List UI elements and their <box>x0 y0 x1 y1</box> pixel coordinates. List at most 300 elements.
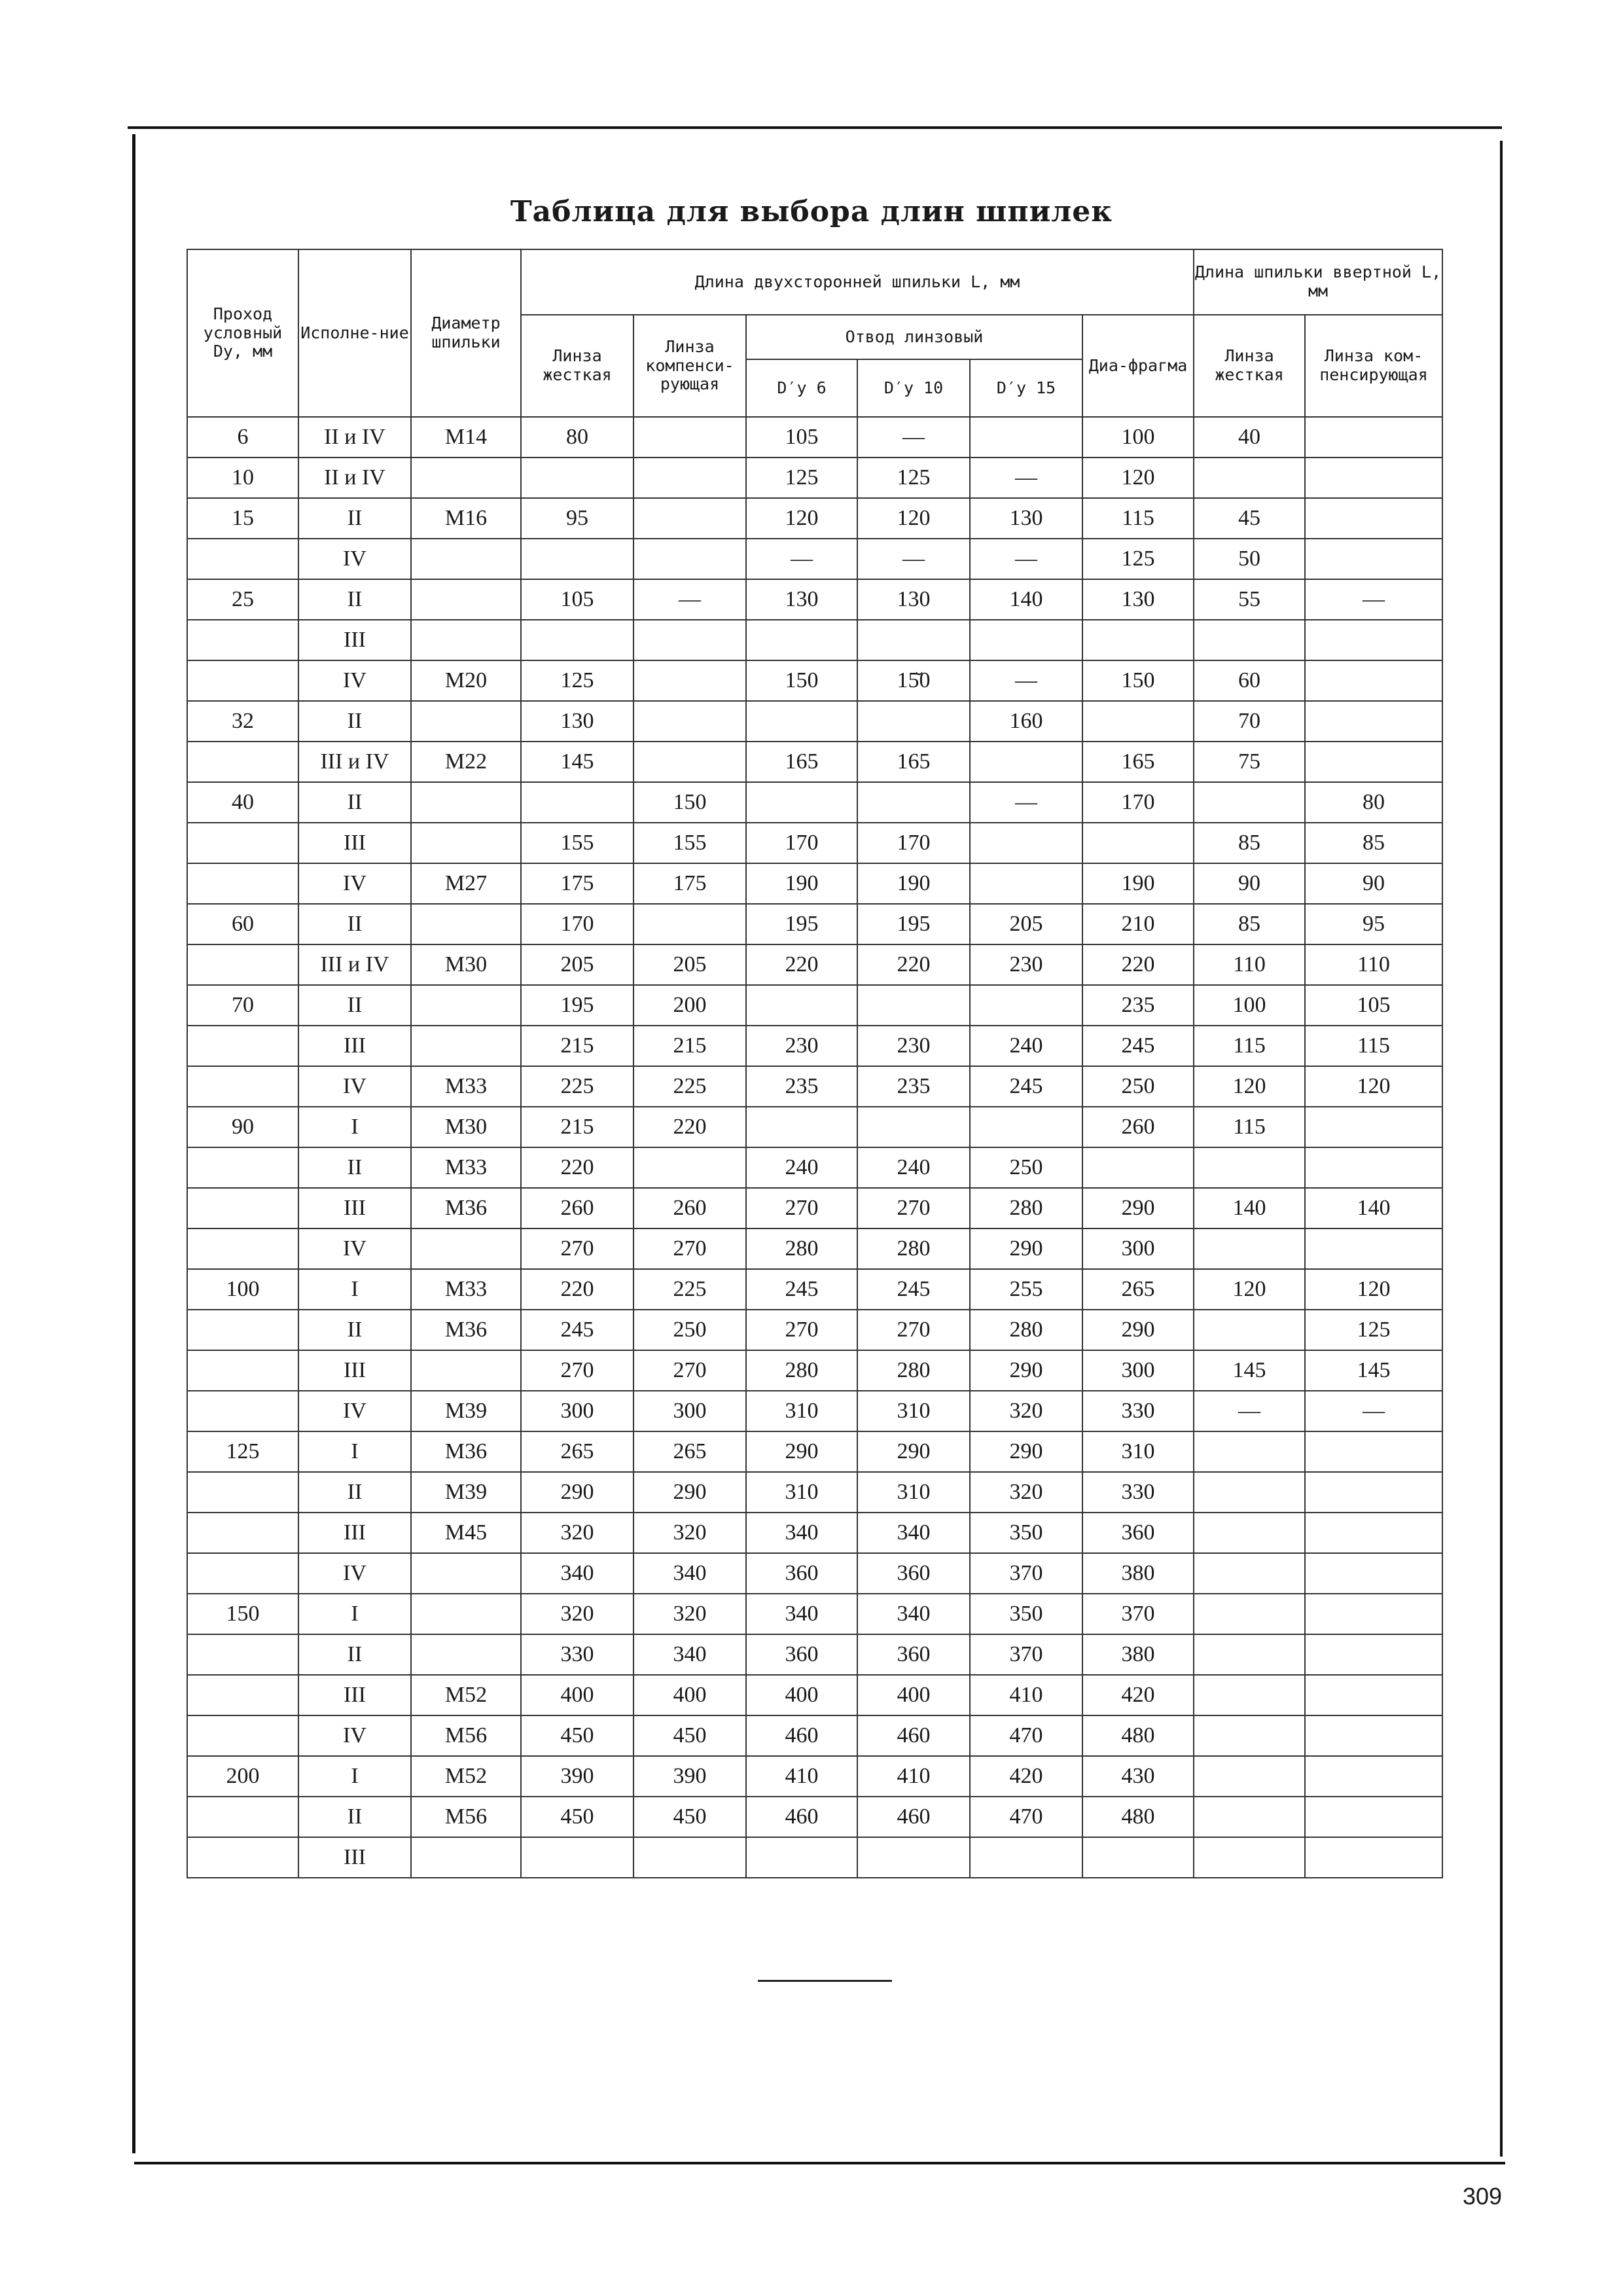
table-row <box>187 620 1442 660</box>
cell-version: III <box>298 1513 411 1553</box>
cell-dy <box>187 620 298 660</box>
header-diaphragm: Диа-фрагма <box>1082 315 1194 417</box>
cell-dy6: 400 <box>746 1675 857 1715</box>
cell-diameter: M14 <box>411 417 521 457</box>
cell-dy15: 350 <box>970 1513 1082 1553</box>
cell-diaphragm: 210 <box>1082 904 1194 944</box>
cell-diameter: M22 <box>411 742 521 782</box>
cell-diaphragm: 250 <box>1082 1066 1194 1107</box>
cell-dy15: 280 <box>970 1310 1082 1350</box>
cell-screw-lens-comp <box>1305 1756 1442 1797</box>
cell-lens-rigid: 330 <box>521 1634 633 1675</box>
cell-diaphragm: 310 <box>1082 1431 1194 1472</box>
cell-diameter <box>411 1026 521 1066</box>
cell-dy15 <box>970 742 1082 782</box>
cell-diameter <box>411 1634 521 1675</box>
cell-lens-rigid: 80 <box>521 417 633 457</box>
cell-dy6: 280 <box>746 1350 857 1391</box>
cell-screw-lens-comp <box>1305 1594 1442 1634</box>
table-row <box>187 823 1442 863</box>
cell-screw-lens-comp: 90 <box>1305 863 1442 904</box>
cell-dy15: 470 <box>970 1797 1082 1837</box>
cell-dy15: — <box>970 782 1082 823</box>
table-row <box>187 1026 1442 1066</box>
cell-dy15: 420 <box>970 1756 1082 1797</box>
cell-dy15: 255 <box>970 1269 1082 1310</box>
cell-lens-rigid: 215 <box>521 1026 633 1066</box>
cell-diameter: M20 <box>411 660 521 701</box>
cell-dy15: — <box>970 539 1082 579</box>
cell-lens-comp: 250 <box>633 1310 746 1350</box>
cell-dy15: 290 <box>970 1229 1082 1269</box>
cell-diameter <box>411 579 521 620</box>
cell-dy10: 280 <box>857 1229 970 1269</box>
cell-lens-rigid: 270 <box>521 1350 633 1391</box>
cell-version: III <box>298 1026 411 1066</box>
cell-diaphragm: 150 <box>1082 660 1194 701</box>
bottom-rule <box>134 2162 1505 2164</box>
cell-diaphragm: 290 <box>1082 1310 1194 1350</box>
cell-screw-lens-comp: — <box>1305 579 1442 620</box>
table-row <box>187 498 1442 539</box>
cell-diaphragm <box>1082 1147 1194 1188</box>
cell-lens-rigid <box>521 620 633 660</box>
table-row <box>187 1837 1442 1878</box>
cell-screw-lens-comp <box>1305 1837 1442 1878</box>
footer-separator <box>758 1980 892 1982</box>
cell-dy15 <box>970 1837 1082 1878</box>
table-row <box>187 1391 1442 1431</box>
cell-diaphragm: 420 <box>1082 1675 1194 1715</box>
cell-dy15: 290 <box>970 1350 1082 1391</box>
cell-dy6: 460 <box>746 1797 857 1837</box>
cell-diameter: M36 <box>411 1310 521 1350</box>
cell-dy <box>187 823 298 863</box>
cell-diameter <box>411 1594 521 1634</box>
cell-lens-rigid: 245 <box>521 1310 633 1350</box>
cell-dy <box>187 1188 298 1229</box>
cell-diaphragm: 430 <box>1082 1756 1194 1797</box>
cell-dy: 40 <box>187 782 298 823</box>
cell-dy6: 360 <box>746 1553 857 1594</box>
cell-dy6: 410 <box>746 1756 857 1797</box>
cell-version: III <box>298 823 411 863</box>
header-version: Исполне-ние <box>298 249 411 417</box>
cell-dy10 <box>857 985 970 1026</box>
cell-version: III <box>298 1188 411 1229</box>
table-row <box>187 1634 1442 1675</box>
cell-lens-comp: 450 <box>633 1715 746 1756</box>
cell-screw-lens-comp: 95 <box>1305 904 1442 944</box>
cell-dy6: 290 <box>746 1431 857 1472</box>
cell-version: II <box>298 1147 411 1188</box>
cell-dy6: 125 <box>746 457 857 498</box>
page-title: Таблица для выбора длин шпилек <box>510 195 1113 228</box>
cell-lens-comp <box>633 417 746 457</box>
cell-dy15: — <box>970 457 1082 498</box>
cell-dy15: 280 <box>970 1188 1082 1229</box>
cell-diaphragm: 480 <box>1082 1797 1194 1837</box>
cell-diameter: M27 <box>411 863 521 904</box>
cell-dy15: 290 <box>970 1431 1082 1472</box>
cell-lens-comp: 220 <box>633 1107 746 1147</box>
cell-diameter <box>411 539 521 579</box>
cell-version: IV <box>298 539 411 579</box>
cell-version: II <box>298 498 411 539</box>
cell-version: I <box>298 1756 411 1797</box>
cell-version: II <box>298 985 411 1026</box>
cell-version: IV <box>298 1391 411 1431</box>
cell-dy15: 350 <box>970 1594 1082 1634</box>
cell-diaphragm: 290 <box>1082 1188 1194 1229</box>
cell-lens-comp: 225 <box>633 1269 746 1310</box>
cell-dy15 <box>970 863 1082 904</box>
cell-diameter <box>411 620 521 660</box>
cell-dy <box>187 660 298 701</box>
cell-lens-comp: 150 <box>633 782 746 823</box>
cell-dy6 <box>746 985 857 1026</box>
cell-diaphragm: 245 <box>1082 1026 1194 1066</box>
cell-dy10: 460 <box>857 1715 970 1756</box>
cell-dy15 <box>970 417 1082 457</box>
cell-lens-rigid: 95 <box>521 498 633 539</box>
cell-lens-comp <box>633 660 746 701</box>
cell-dy: 32 <box>187 701 298 742</box>
cell-dy: 100 <box>187 1269 298 1310</box>
cell-version: IV <box>298 1715 411 1756</box>
cell-lens-rigid <box>521 539 633 579</box>
cell-screw-lens-rigid: 110 <box>1194 944 1305 985</box>
cell-version: IV <box>298 863 411 904</box>
cell-version: II <box>298 1634 411 1675</box>
cell-dy <box>187 1229 298 1269</box>
cell-lens-comp: 320 <box>633 1594 746 1634</box>
cell-lens-rigid: 145 <box>521 742 633 782</box>
cell-dy6 <box>746 1837 857 1878</box>
cell-screw-lens-rigid: 55 <box>1194 579 1305 620</box>
cell-screw-lens-rigid: — <box>1194 1391 1305 1431</box>
cell-screw-lens-comp <box>1305 1675 1442 1715</box>
cell-dy6: 270 <box>746 1310 857 1350</box>
cell-diaphragm: 370 <box>1082 1594 1194 1634</box>
cell-lens-rigid: 320 <box>521 1513 633 1553</box>
cell-screw-lens-rigid <box>1194 1310 1305 1350</box>
cell-dy <box>187 1350 298 1391</box>
table-row <box>187 579 1442 620</box>
table-row <box>187 1107 1442 1147</box>
cell-dy <box>187 1553 298 1594</box>
cell-dy10: 290 <box>857 1431 970 1472</box>
table-row <box>187 539 1442 579</box>
cell-lens-comp <box>633 1837 746 1878</box>
cell-diameter: M52 <box>411 1756 521 1797</box>
cell-screw-lens-comp <box>1305 1513 1442 1553</box>
cell-screw-lens-comp <box>1305 1634 1442 1675</box>
cell-dy6: 310 <box>746 1391 857 1431</box>
cell-screw-lens-comp: 85 <box>1305 823 1442 863</box>
cell-screw-lens-rigid: 120 <box>1194 1269 1305 1310</box>
cell-lens-comp: 155 <box>633 823 746 863</box>
cell-version: I <box>298 1269 411 1310</box>
header-lens-rigid: Линза жесткая <box>521 315 633 417</box>
header-lens-branch: Отвод линзовый <box>746 315 1082 359</box>
cell-screw-lens-rigid: 50 <box>1194 539 1305 579</box>
cell-lens-comp <box>633 904 746 944</box>
cell-version: II <box>298 904 411 944</box>
cell-dy10: 220 <box>857 944 970 985</box>
cell-dy15: 410 <box>970 1675 1082 1715</box>
cell-lens-rigid: 170 <box>521 904 633 944</box>
cell-lens-comp: 265 <box>633 1431 746 1472</box>
cell-dy15 <box>970 823 1082 863</box>
cell-dy6: 235 <box>746 1066 857 1107</box>
table-row <box>187 1594 1442 1634</box>
table-row <box>187 742 1442 782</box>
cell-diaphragm: 220 <box>1082 944 1194 985</box>
cell-dy15: 320 <box>970 1391 1082 1431</box>
cell-dy10: 460 <box>857 1797 970 1837</box>
cell-dy6: 230 <box>746 1026 857 1066</box>
cell-lens-comp <box>633 1147 746 1188</box>
cell-screw-lens-comp <box>1305 417 1442 457</box>
cell-screw-lens-rigid: 100 <box>1194 985 1305 1026</box>
cell-screw-lens-rigid: 40 <box>1194 417 1305 457</box>
cell-screw-lens-rigid <box>1194 1431 1305 1472</box>
cell-screw-lens-rigid: 85 <box>1194 823 1305 863</box>
cell-version: III и IV <box>298 944 411 985</box>
cell-dy15: 245 <box>970 1066 1082 1107</box>
header-dy6: D′у 6 <box>746 359 857 417</box>
cell-dy6 <box>746 782 857 823</box>
cell-dy6: 170 <box>746 823 857 863</box>
cell-screw-lens-rigid: 45 <box>1194 498 1305 539</box>
cell-version: II и IV <box>298 457 411 498</box>
cell-version: I <box>298 1431 411 1472</box>
cell-lens-rigid: 225 <box>521 1066 633 1107</box>
cell-lens-comp: 260 <box>633 1188 746 1229</box>
cell-dy10: 120 <box>857 498 970 539</box>
cell-version: III <box>298 1350 411 1391</box>
cell-screw-lens-comp <box>1305 1229 1442 1269</box>
cell-dy6: 360 <box>746 1634 857 1675</box>
cell-lens-comp: 215 <box>633 1026 746 1066</box>
cell-diameter: M36 <box>411 1188 521 1229</box>
header-dy15: D′у 15 <box>970 359 1082 417</box>
cell-dy10: 170 <box>857 823 970 863</box>
cell-screw-lens-comp <box>1305 457 1442 498</box>
cell-dy10: 245 <box>857 1269 970 1310</box>
table-row <box>187 863 1442 904</box>
cell-screw-lens-comp <box>1305 1107 1442 1147</box>
table-row <box>187 457 1442 498</box>
cell-dy: 10 <box>187 457 298 498</box>
cell-screw-lens-rigid <box>1194 1472 1305 1513</box>
header-dy10: D′у 10 <box>857 359 970 417</box>
cell-lens-rigid: 260 <box>521 1188 633 1229</box>
header-lens-rigid-screw: Линза жесткая <box>1194 315 1305 417</box>
cell-dy <box>187 1066 298 1107</box>
cell-diaphragm: 190 <box>1082 863 1194 904</box>
table-row <box>187 1229 1442 1269</box>
table-row <box>187 660 1442 701</box>
cell-diaphragm: 300 <box>1082 1229 1194 1269</box>
table-row <box>187 1188 1442 1229</box>
cell-diaphragm: 165 <box>1082 742 1194 782</box>
cell-dy10: 360 <box>857 1553 970 1594</box>
cell-diameter: M16 <box>411 498 521 539</box>
cell-dy <box>187 1675 298 1715</box>
cell-dy10: 240 <box>857 1147 970 1188</box>
table-row <box>187 1066 1442 1107</box>
cell-screw-lens-comp <box>1305 1147 1442 1188</box>
cell-diameter <box>411 823 521 863</box>
header-screw-stud-length: Длина шпильки ввертной L, мм <box>1194 249 1442 315</box>
cell-screw-lens-comp <box>1305 539 1442 579</box>
cell-dy10: 410 <box>857 1756 970 1797</box>
cell-dy6: 195 <box>746 904 857 944</box>
cell-diaphragm: 260 <box>1082 1107 1194 1147</box>
cell-dy6: 460 <box>746 1715 857 1756</box>
cell-lens-comp <box>633 457 746 498</box>
cell-diaphragm: 170 <box>1082 782 1194 823</box>
cell-lens-rigid <box>521 1837 633 1878</box>
cell-dy10: 235 <box>857 1066 970 1107</box>
cell-lens-rigid: 220 <box>521 1147 633 1188</box>
cell-version: IV <box>298 1553 411 1594</box>
table-row <box>187 944 1442 985</box>
cell-lens-rigid: 195 <box>521 985 633 1026</box>
cell-lens-comp <box>633 539 746 579</box>
cell-version: I <box>298 1594 411 1634</box>
cell-screw-lens-comp <box>1305 1553 1442 1594</box>
table-row <box>187 1513 1442 1553</box>
cell-diaphragm: 125 <box>1082 539 1194 579</box>
cell-version: IV <box>298 1229 411 1269</box>
cell-screw-lens-comp <box>1305 620 1442 660</box>
cell-dy <box>187 1147 298 1188</box>
cell-lens-rigid: 390 <box>521 1756 633 1797</box>
cell-screw-lens-rigid <box>1194 1147 1305 1188</box>
cell-dy: 90 <box>187 1107 298 1147</box>
cell-dy15: 320 <box>970 1472 1082 1513</box>
cell-dy15: 140 <box>970 579 1082 620</box>
cell-dy6: 340 <box>746 1513 857 1553</box>
cell-lens-rigid: 400 <box>521 1675 633 1715</box>
table-row <box>187 1675 1442 1715</box>
cell-screw-lens-rigid: 70 <box>1194 701 1305 742</box>
cell-dy15: 240 <box>970 1026 1082 1066</box>
cell-diaphragm: 235 <box>1082 985 1194 1026</box>
cell-diaphragm: 100 <box>1082 417 1194 457</box>
cell-lens-comp <box>633 498 746 539</box>
cell-dy6 <box>746 701 857 742</box>
cell-dy10: 270 <box>857 1310 970 1350</box>
cell-lens-rigid: 105 <box>521 579 633 620</box>
cell-screw-lens-rigid: 120 <box>1194 1066 1305 1107</box>
page-number: 309 <box>1463 2183 1503 2210</box>
cell-diameter: M36 <box>411 1431 521 1472</box>
cell-screw-lens-comp: 125 <box>1305 1310 1442 1350</box>
cell-screw-lens-rigid <box>1194 1634 1305 1675</box>
right-rule <box>1500 141 1503 2157</box>
cell-lens-comp: 300 <box>633 1391 746 1431</box>
cell-lens-rigid: 215 <box>521 1107 633 1147</box>
cell-dy6: 120 <box>746 498 857 539</box>
table-row <box>187 1553 1442 1594</box>
cell-dy15: 230 <box>970 944 1082 985</box>
cell-dy: 15 <box>187 498 298 539</box>
cell-dy10: — <box>857 539 970 579</box>
cell-screw-lens-comp: 145 <box>1305 1350 1442 1391</box>
cell-version: IV <box>298 1066 411 1107</box>
cell-dy10: — <box>857 417 970 457</box>
cell-dy10: 130 <box>857 579 970 620</box>
cell-diameter: M33 <box>411 1066 521 1107</box>
cell-version: II <box>298 1310 411 1350</box>
cell-dy6: 220 <box>746 944 857 985</box>
cell-screw-lens-rigid <box>1194 1675 1305 1715</box>
cell-dy15: 205 <box>970 904 1082 944</box>
header-lens-compensating-screw: Линза ком-пенсирующая <box>1305 315 1442 417</box>
cell-diaphragm: 330 <box>1082 1472 1194 1513</box>
cell-diameter: M39 <box>411 1391 521 1431</box>
cell-dy10: 360 <box>857 1634 970 1675</box>
cell-lens-comp: 340 <box>633 1634 746 1675</box>
cell-diaphragm <box>1082 701 1194 742</box>
cell-lens-rigid: 290 <box>521 1472 633 1513</box>
cell-dy15 <box>970 1107 1082 1147</box>
cell-screw-lens-comp: 110 <box>1305 944 1442 985</box>
cell-dy10 <box>857 701 970 742</box>
table-row <box>187 985 1442 1026</box>
cell-lens-comp: 225 <box>633 1066 746 1107</box>
cell-dy10: 230 <box>857 1026 970 1066</box>
cell-diaphragm: 130 <box>1082 579 1194 620</box>
cell-diaphragm <box>1082 1837 1194 1878</box>
cell-lens-rigid: 265 <box>521 1431 633 1472</box>
cell-dy: 200 <box>187 1756 298 1797</box>
cell-dy6: 270 <box>746 1188 857 1229</box>
cell-screw-lens-rigid: 60 <box>1194 660 1305 701</box>
cell-dy10 <box>857 620 970 660</box>
cell-dy10: 270 <box>857 1188 970 1229</box>
cell-dy6: 150 <box>746 660 857 701</box>
cell-diameter <box>411 1350 521 1391</box>
cell-lens-comp: 290 <box>633 1472 746 1513</box>
top-rule <box>128 126 1502 129</box>
cell-dy6: 130 <box>746 579 857 620</box>
cell-screw-lens-rigid <box>1194 1553 1305 1594</box>
cell-dy15: — <box>970 660 1082 701</box>
cell-diameter: M33 <box>411 1269 521 1310</box>
cell-version: III <box>298 1675 411 1715</box>
cell-dy <box>187 1715 298 1756</box>
cell-dy6: 240 <box>746 1147 857 1188</box>
cell-diameter <box>411 1229 521 1269</box>
cell-diaphragm <box>1082 620 1194 660</box>
cell-diaphragm: 380 <box>1082 1553 1194 1594</box>
cell-dy: 6 <box>187 417 298 457</box>
cell-dy6: 190 <box>746 863 857 904</box>
cell-lens-rigid <box>521 782 633 823</box>
cell-lens-comp: 175 <box>633 863 746 904</box>
cell-dy6: 280 <box>746 1229 857 1269</box>
cell-lens-rigid: 220 <box>521 1269 633 1310</box>
cell-lens-comp: 320 <box>633 1513 746 1553</box>
cell-dy10: 15̆0 <box>857 660 970 701</box>
cell-screw-lens-comp <box>1305 701 1442 742</box>
cell-screw-lens-rigid <box>1194 1797 1305 1837</box>
